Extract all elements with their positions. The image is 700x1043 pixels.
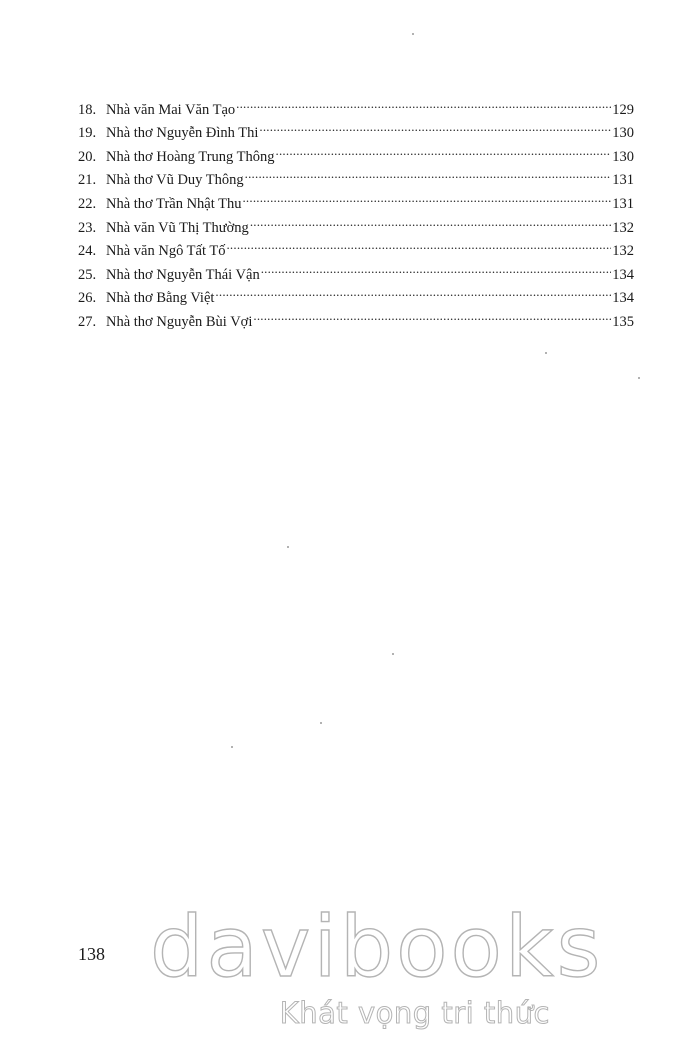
watermark-slogan: Khát vọng tri thức [279, 996, 550, 1030]
toc-entry-number: 20. [78, 148, 97, 165]
scan-speck [545, 352, 547, 354]
toc-entry-title: Nhà thơ Nguyễn Thái Vận [106, 266, 260, 283]
dot-leader [259, 114, 611, 138]
toc-entry [78, 90, 634, 118]
watermark-logo [150, 898, 604, 1035]
page-number: 138 [78, 944, 105, 964]
toc-entry-page: 134 [612, 290, 634, 307]
toc-entry-page: 134 [612, 266, 634, 283]
toc-entry-number: 21. [78, 172, 97, 189]
toc-entry-page: 129 [612, 101, 634, 118]
toc-entry-page: 130 [612, 148, 634, 165]
toc-entry-number: 27. [78, 313, 97, 330]
toc-entry-title: Nhà thơ Nguyễn Bùi Vợi [106, 313, 253, 330]
dot-leader [250, 208, 611, 232]
dot-leader [242, 184, 611, 208]
toc-entry-page: 130 [612, 125, 634, 142]
toc-entry-title: Nhà văn Ngô Tất Tố [106, 243, 226, 260]
toc-entry-title: Nhà thơ Hoàng Trung Thông [106, 148, 275, 165]
toc-entry-number: 26. [78, 290, 97, 307]
toc-entry-page: 131 [612, 172, 634, 189]
table-of-contents [78, 90, 634, 330]
dot-leader [245, 161, 612, 185]
toc-entry-number: 18. [78, 101, 97, 118]
toc-entry-title: Nhà thơ Trần Nhật Thu [106, 195, 242, 212]
toc-entry-number: 19. [78, 125, 97, 142]
toc-entry-title: Nhà văn Mai Văn Tạo [106, 101, 236, 118]
dot-leader [236, 90, 611, 114]
scan-speck [638, 377, 640, 379]
toc-entry-number: 25. [78, 266, 97, 283]
dot-leader [215, 279, 611, 303]
dot-leader [276, 137, 612, 161]
dot-leader [253, 302, 611, 326]
scan-speck [231, 746, 233, 748]
watermark-brand: davibooks [150, 898, 604, 996]
toc-entry-number: 24. [78, 243, 97, 260]
toc-entry-page: 135 [612, 313, 634, 330]
toc-entry-title: Nhà thơ Bằng Việt [106, 290, 215, 307]
toc-entry-number: 22. [78, 195, 97, 212]
toc-entry-title: Nhà thơ Vũ Duy Thông [106, 172, 244, 189]
scan-speck [287, 546, 289, 548]
scan-speck [412, 33, 414, 35]
toc-entry-title: Nhà thơ Nguyễn Đình Thi [106, 125, 259, 142]
toc-entry-page: 132 [612, 243, 634, 260]
dot-leader [226, 232, 611, 256]
toc-entry-title: Nhà văn Vũ Thị Thường [106, 219, 249, 236]
scan-speck [392, 653, 394, 655]
dot-leader [261, 255, 612, 279]
toc-entry-number: 23. [78, 219, 97, 236]
scan-speck [320, 722, 322, 724]
toc-entry-page: 131 [612, 195, 634, 212]
toc-entry-page: 132 [612, 219, 634, 236]
